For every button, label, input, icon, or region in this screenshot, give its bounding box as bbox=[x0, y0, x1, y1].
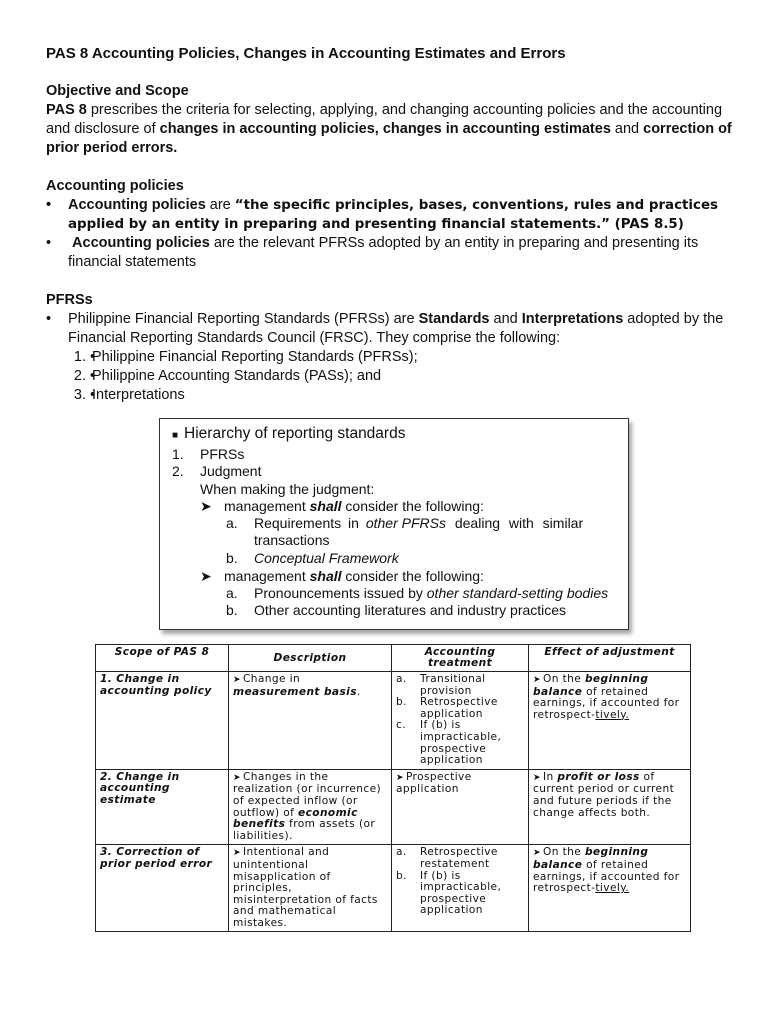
pfrs-heading: PFRSs bbox=[46, 292, 93, 308]
hierarchy-a1-item-a bbox=[226, 515, 618, 533]
hierarchy-a2-text-2: consider the following: bbox=[341, 568, 484, 584]
row3-eff-text-2: of retained earnings, if accounted for retrospect- bbox=[533, 858, 680, 895]
header-description: Description bbox=[229, 645, 392, 672]
objective-section bbox=[46, 82, 736, 158]
hierarchy-arrow-2 bbox=[200, 568, 484, 586]
policies-bullet-2 bbox=[46, 234, 736, 272]
row3-trt-b-text: If (b) is impracticable, prospective application bbox=[420, 869, 502, 917]
objective-bold-2: changes in accounting policies, changes in accounting estimates bbox=[159, 121, 611, 137]
policies-b1-are: are bbox=[205, 197, 235, 213]
arrowhead-icon: ➤ bbox=[533, 848, 541, 859]
objective-paragraph bbox=[46, 101, 736, 158]
hierarchy-a1-a-label: a. bbox=[226, 515, 238, 531]
document-title: PAS 8 Accounting Policies, Changes in Accounting Estimates and Errors bbox=[46, 45, 566, 62]
hierarchy-a2-shall: shall bbox=[309, 568, 342, 584]
objective-pas8: PAS 8 bbox=[46, 102, 87, 118]
hierarchy-pfrss: PFRSs bbox=[200, 446, 245, 462]
header-scope: Scope of PAS 8 bbox=[96, 645, 229, 672]
row1-treatment-b bbox=[396, 697, 524, 720]
row3-trt-b-label: b. bbox=[396, 869, 407, 882]
row3-treatment-a bbox=[396, 847, 524, 870]
hierarchy-a1-a-text-2: dealing with similar bbox=[445, 515, 584, 531]
row1-desc-text: Change in bbox=[242, 673, 301, 685]
row3-eff-underline: tively. bbox=[595, 882, 630, 895]
pfrs-item-1: • 1. Philippine Financial Reporting Standards (PFRSs); bbox=[90, 348, 736, 367]
row3-eff-text: On the bbox=[542, 846, 585, 859]
hierarchy-a1-item-b bbox=[226, 550, 399, 568]
hierarchy-title-row bbox=[172, 425, 405, 445]
row1-trt-c-text: If (b) is impracticable, prospective application bbox=[420, 719, 502, 767]
row3-trt-a-text: Retrospective restatement bbox=[420, 846, 498, 870]
row1-treatment-c bbox=[396, 720, 524, 766]
policies-b1-term: Accounting policies bbox=[68, 197, 206, 213]
hierarchy-judgment: Judgment bbox=[200, 463, 262, 479]
hierarchy-when: When making the judgment: bbox=[200, 481, 375, 497]
objective-heading: Objective and Scope bbox=[46, 83, 189, 99]
hierarchy-item-1 bbox=[172, 446, 244, 464]
hierarchy-a1-a-cont: transactions bbox=[254, 532, 330, 548]
row1-trt-a-label: a. bbox=[396, 673, 407, 685]
objective-text-1: prescribes the criteria for selecting, applying, and changing accounting policies and the accounting and disclosure of bbox=[46, 102, 723, 137]
pfrs-interpretations: Interpretations bbox=[521, 311, 624, 327]
hierarchy-a1-shall: shall bbox=[309, 498, 342, 514]
scope-table bbox=[95, 644, 691, 932]
row3-treatment-b bbox=[396, 871, 524, 917]
objective-text-2: and bbox=[610, 121, 644, 137]
hierarchy-a1-b-label: b. bbox=[226, 550, 238, 566]
hierarchy-a2-a-label: a. bbox=[226, 585, 238, 601]
row3-description bbox=[229, 845, 392, 932]
row1-desc-bold: measurement basis bbox=[233, 685, 357, 698]
policies-section bbox=[46, 177, 736, 272]
row2-desc-end: from assets (or liabilities). bbox=[233, 818, 376, 842]
arrowhead-icon: ➤ bbox=[233, 772, 241, 783]
hierarchy-a1-text-2: consider the following: bbox=[341, 498, 484, 514]
row1-trt-a-text: Transitional provision bbox=[420, 673, 486, 697]
row2-description bbox=[229, 769, 392, 845]
policies-b2-text: are the relevant PFRSs adopted by an entity in preparing and presenting its financial statements bbox=[68, 235, 699, 270]
document-page bbox=[46, 44, 736, 405]
hierarchy-title: Hierarchy of reporting standards bbox=[184, 425, 406, 442]
policies-heading: Accounting policies bbox=[46, 178, 184, 194]
hierarchy-a1-a-text: Requirements in bbox=[254, 515, 366, 531]
hierarchy-arrow-1 bbox=[200, 498, 484, 516]
row1-eff-underline: tively. bbox=[595, 708, 630, 721]
row1-treatment-a bbox=[396, 674, 524, 697]
hierarchy-a2-b-text: Other accounting literatures and industry practices bbox=[254, 602, 567, 618]
pfrs-text-1: Philippine Financial Reporting Standards (PFRSs) are bbox=[68, 311, 419, 327]
row3-eff-bold: beginning balance bbox=[533, 846, 649, 871]
row3-treatment bbox=[392, 845, 529, 932]
row2-desc-text: Changes in the realization (or incurrence) of expected inflow (or outflow) of bbox=[233, 770, 382, 819]
row1-trt-b-label: b. bbox=[396, 696, 407, 709]
pfrs-list bbox=[46, 310, 736, 405]
row1-desc-end: . bbox=[356, 685, 361, 698]
row2-scope: 2. Change in accounting estimate bbox=[96, 769, 229, 845]
hierarchy-a1-text: management bbox=[224, 498, 310, 514]
row1-effect bbox=[529, 672, 691, 770]
table-header-row bbox=[96, 645, 691, 672]
row1-eff-bold: beginning balance bbox=[533, 673, 649, 698]
row3-effect bbox=[529, 845, 691, 932]
hierarchy-conceptual-framework: Conceptual Framework bbox=[254, 550, 399, 566]
header-treatment: Accounting treatment bbox=[392, 645, 529, 672]
pfrs-standards: Standards bbox=[418, 311, 490, 327]
row1-trt-b-text: Retrospective application bbox=[420, 696, 498, 720]
header-effect: Effect of adjustment bbox=[529, 645, 691, 672]
arrowhead-icon: ➤ bbox=[233, 675, 241, 685]
row1-trt-c-label: c. bbox=[396, 719, 406, 732]
table-row bbox=[96, 672, 691, 770]
row1-eff-text-2: of retained earnings, if accounted for retrospect- bbox=[533, 685, 680, 721]
policies-b2-term: Accounting policies bbox=[72, 235, 210, 251]
hierarchy-item-2 bbox=[172, 463, 261, 481]
hierarchy-a2-b-label: b. bbox=[226, 602, 238, 618]
pfrs-item-3: • 3. Interpretations bbox=[90, 386, 736, 405]
row2-eff-text: In bbox=[542, 770, 558, 783]
policies-b1-definition: “the specific principles, bases, conventions, rules and practices applied by an entity in preparing and presenting financial statements.” (PAS 8.5) bbox=[68, 198, 719, 232]
arrowhead-icon: ➤ bbox=[396, 772, 404, 783]
pfrs-bullet bbox=[46, 310, 736, 405]
row2-desc-bold: economic benefits bbox=[233, 806, 358, 831]
pfrs-item-2: • 2. Philippine Accounting Standards (PASs); and bbox=[90, 367, 736, 386]
hierarchy-a2-item-b bbox=[226, 602, 566, 620]
row2-eff-bold: profit or loss bbox=[557, 770, 640, 783]
row1-scope: 1. Change in accounting policy bbox=[96, 672, 229, 770]
row1-description bbox=[229, 672, 392, 770]
row2-treatment bbox=[392, 769, 529, 845]
pfrs-text-3: adopted by the Financial Reporting Standards Council (FRSC). They comprise the following: bbox=[68, 311, 724, 346]
row2-effect bbox=[529, 769, 691, 845]
pfrs-numbered-list bbox=[68, 348, 736, 405]
table-row bbox=[96, 769, 691, 845]
hierarchy-a2-item-a bbox=[226, 585, 608, 603]
row3-scope: 3. Correction of prior period error bbox=[96, 845, 229, 932]
pfrs-text-2: and bbox=[489, 311, 522, 327]
row3-trt-a-label: a. bbox=[396, 846, 407, 859]
arrowhead-icon: ➤ bbox=[533, 675, 541, 685]
hierarchy-a2-a-text: Pronouncements issued by bbox=[254, 585, 427, 601]
hierarchy-a2-text: management bbox=[224, 568, 310, 584]
hierarchy-a1-a-italic: other PFRSs bbox=[365, 515, 446, 531]
hierarchy-a2-a-italic: other standard-setting bodies bbox=[426, 585, 609, 601]
hierarchy-num-2: 2. bbox=[172, 463, 184, 479]
hierarchy-box bbox=[159, 418, 629, 630]
hierarchy-num-1: 1. bbox=[172, 446, 184, 462]
row3-desc-text: Intentional and unintentional misapplication of principles, misinterpretation of facts and mathematical mistakes. bbox=[233, 846, 378, 929]
arrowhead-icon: ➤ bbox=[233, 848, 241, 859]
policies-bullet-1 bbox=[46, 196, 736, 234]
objective-bold-3: correction of prior period errors. bbox=[46, 121, 732, 156]
bullet-marker-icon: ■ bbox=[172, 430, 179, 441]
row2-trt-text: Prospective application bbox=[396, 770, 472, 796]
table-row bbox=[96, 845, 691, 932]
pfrs-section bbox=[46, 291, 736, 405]
arrowhead-icon: ➤ bbox=[200, 498, 212, 514]
arrowhead-icon: ➤ bbox=[533, 772, 541, 783]
row2-eff-text-2: of current period or current and future periods if the change affects both. bbox=[533, 770, 675, 819]
policies-list bbox=[46, 196, 736, 272]
row1-eff-text: On the bbox=[542, 673, 585, 685]
arrowhead-icon: ➤ bbox=[200, 568, 212, 584]
row1-treatment bbox=[392, 672, 529, 770]
